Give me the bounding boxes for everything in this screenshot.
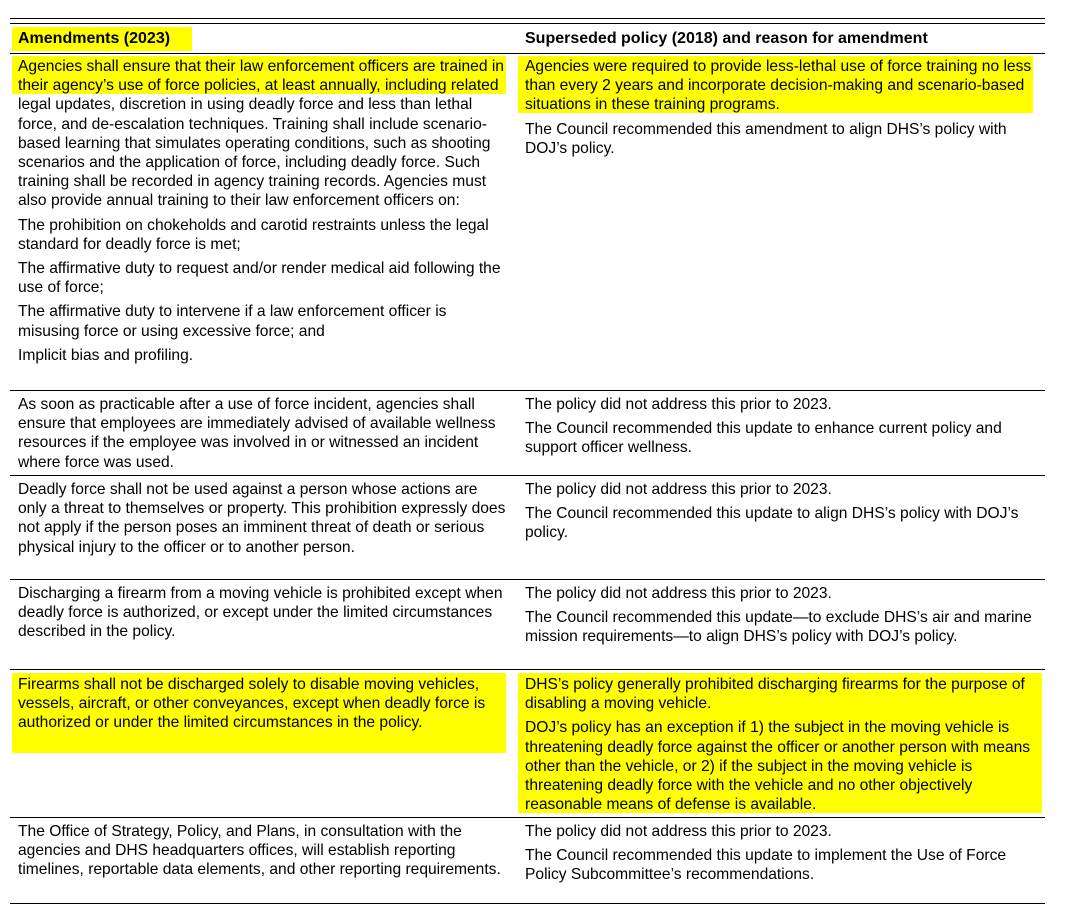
row4-right-para: The Council recommended this update—to exclude DHS’s air and marine mission requirements—to align DHS’s policy with DOJ’s policy.	[525, 609, 1032, 646]
row5-right-para: DOJ’s policy has an exception if 1) the subject in the moving vehicle is threatening deadly force against the officer or another person with means other than the vehicle, or 2) if the subject in the moving vehicle is threatening deadly force with the vehicle and no other objectively reasonable means of defense is available.	[525, 719, 1031, 814]
header-col-amendments: Amendments (2023)	[18, 30, 171, 47]
row3-left	[18, 480, 508, 557]
row6-left-para: The Office of Strategy, Policy, and Plans, in consultation with the agencies and DHS headquarters offices, will establish reporting timelines, reportable data elements, and other reporting requirements.	[18, 823, 501, 879]
row6-right-para: The policy did not address this prior to 2023.	[525, 823, 832, 840]
row6-right-para: The Council recommended this update to implement the Use of Force Policy Subcommittee’s recommendations.	[525, 847, 1007, 884]
row1-right-para: The Council recommended this amendment to align DHS’s policy with DOJ’s policy.	[525, 120, 1007, 157]
table-top-rule-outer	[10, 18, 1045, 19]
row1-right-para: Agencies were required to provide less-lethal use of force training no less than every 2 years and incorporate decision-making and scenario-based situations in these training programs.	[525, 58, 1032, 114]
header-col-superseded: Superseded policy (2018) and reason for amendment	[525, 30, 928, 47]
row1-left-para: Agencies shall ensure that their law enforcement officers are trained in their agency’s use of force policies, at least annually, including related legal updates, discretion in using deadly force and less than lethal force, and de-escalation techniques. Training shall include scenario-based learning that simulates operating conditions, such as shooting scenarios and the application of force, including deadly force. Such training shall be recorded in agency training records. Agencies must also provide annual training to their law enforcement officers on:	[18, 58, 504, 210]
row3-right-para: The policy did not address this prior to 2023.	[525, 481, 832, 498]
header-rule	[10, 53, 1045, 54]
row1-left-item: The prohibition on chokeholds and carotid restraints unless the legal standard for deadly force is met;	[18, 216, 489, 253]
row6-right	[525, 822, 1035, 885]
row1-left-item: The affirmative duty to intervene if a law enforcement officer is misusing force or using excessive force; and	[18, 303, 447, 340]
row4-left	[18, 584, 508, 642]
row3-left-para: Deadly force shall not be used against a person whose actions are only a threat to themselves or property. This prohibition expressly does not apply if the person poses an imminent threat of death or serious physical injury to the officer or to another person.	[18, 481, 506, 556]
row3-right-para: The Council recommended this update to align DHS’s policy with DOJ’s policy.	[525, 505, 1019, 542]
row2-right-para: The Council recommended this update to enhance current policy and support officer wellness.	[525, 420, 1002, 457]
row5-left	[18, 675, 508, 733]
row2-right-para: The policy did not address this prior to 2023.	[525, 396, 832, 413]
row4-left-para: Discharging a firearm from a moving vehicle is prohibited except when deadly force is authorized, or except under the limited circumstances described in the policy.	[18, 585, 503, 641]
row4-right-para: The policy did not address this prior to 2023.	[525, 585, 832, 602]
row5-left-para: Firearms shall not be discharged solely to disable moving vehicles, vessels, aircraft, or other conveyances, except when deadly force is authorized or under the limited circumstances in the policy.	[18, 676, 486, 732]
row2-left-para: As soon as practicable after a use of force incident, agencies shall ensure that employees are immediately advised of available wellness resources if the employee was involved in or witnessed an incident where force was used.	[18, 396, 496, 471]
row5-right-para: DHS’s policy generally prohibited discharging firearms for the purpose of disabling a moving vehicle.	[525, 676, 1025, 713]
row-rule	[10, 817, 1045, 818]
row1-right	[525, 57, 1035, 158]
table-bottom-rule	[10, 903, 1045, 904]
row5-right	[525, 675, 1035, 814]
row-rule	[10, 579, 1045, 580]
row2-left	[18, 395, 508, 472]
row6-left	[18, 822, 508, 880]
row1-left-item: Implicit bias and profiling.	[18, 346, 194, 364]
row3-right	[525, 480, 1035, 543]
row-rule	[10, 669, 1045, 670]
row4-right	[525, 584, 1035, 647]
table-top-rule	[10, 23, 1045, 24]
row1-left-item: The affirmative duty to request and/or render medical aid following the use of force;	[18, 260, 501, 297]
row-rule	[10, 475, 1045, 476]
row1-left	[18, 57, 508, 365]
row2-right	[525, 395, 1035, 458]
row-rule	[10, 390, 1045, 391]
